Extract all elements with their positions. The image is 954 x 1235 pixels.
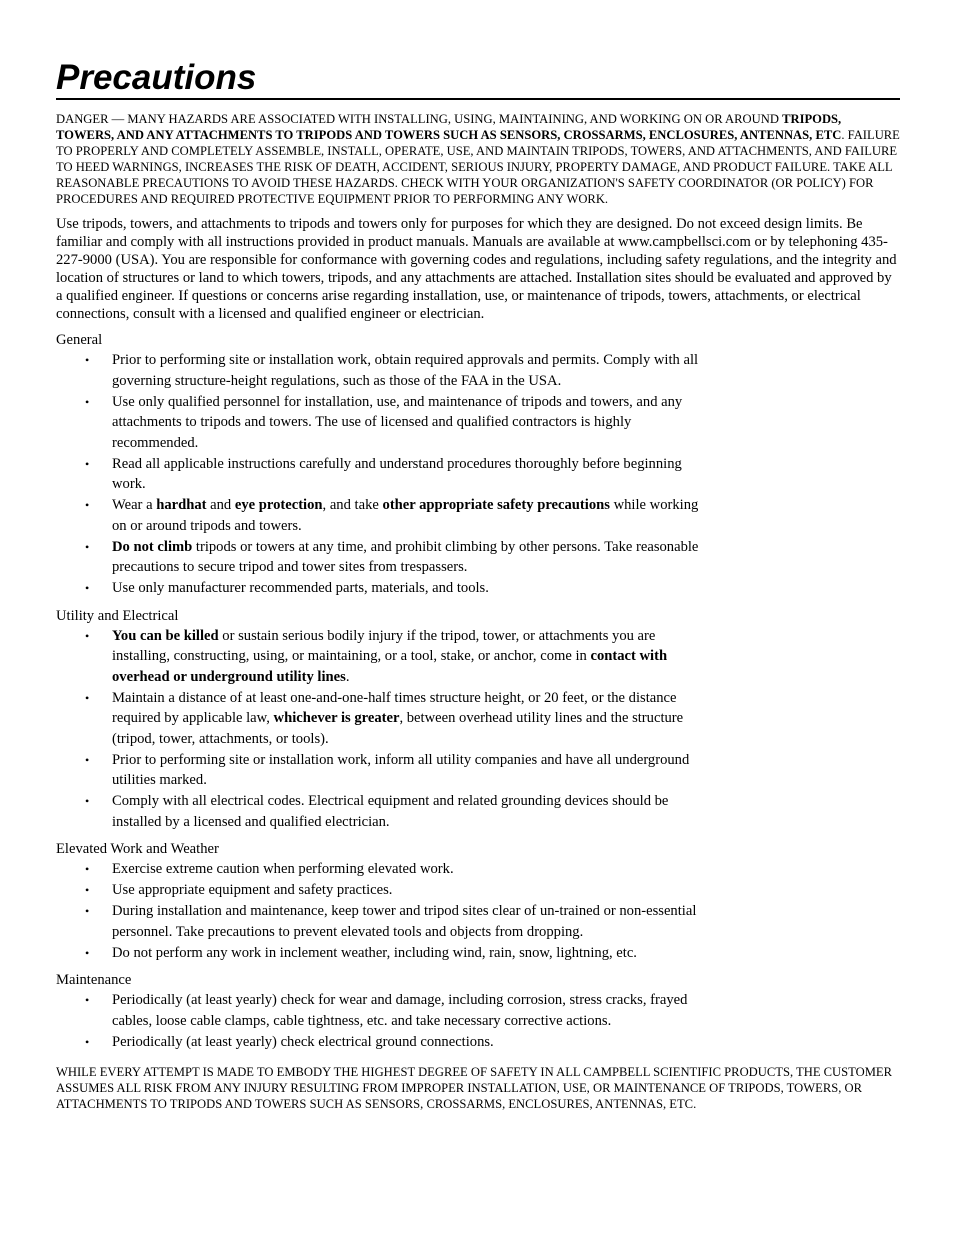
document-page <box>56 0 900 1112</box>
bullet-icon: • <box>85 752 90 767</box>
text-run: , between overhead utility lines and the structure (tripod, tower, attachments, or tools). <box>112 710 684 747</box>
bullet-list <box>56 350 900 599</box>
bullet-icon: • <box>85 353 90 367</box>
text-run: , and take <box>322 497 383 513</box>
text-run: During installation and maintenance, keep tower and tripod sites clear of un-trained or non-essential personnel. Take precautions to prevent elevated tools and objects from dropping. <box>112 903 697 940</box>
bold-text-run: TRIPODS, TOWERS, AND ANY ATTACHMENTS TO TRIPODS AND TOWERS SUCH AS SENSORS, CROSSARMS, ENCLOSURES, ANTENNAS, ETC <box>56 112 842 142</box>
bullet-icon: • <box>85 394 90 409</box>
bold-text-run: You can be killed <box>112 627 219 644</box>
text-run: Periodically (at least yearly) check electrical ground connections. <box>112 1033 494 1050</box>
text-run: and <box>206 497 235 513</box>
list-item <box>56 578 706 599</box>
bold-text-run: other appropriate safety precautions <box>382 497 610 513</box>
section-elevated-work-and-weather <box>56 840 900 963</box>
section-general <box>56 331 900 599</box>
list-item <box>56 880 706 901</box>
bullet-list <box>56 859 900 963</box>
text-run: Use only qualified personnel for installation, use, and maintenance of tripods and towers, and any attachments to tripods and towers. The use of licensed and qualified contractors is highly recommended. <box>112 393 683 451</box>
danger-paragraph <box>56 111 900 207</box>
bullet-icon: • <box>85 862 90 876</box>
text-run: Comply with all electrical codes. Electrical equipment and related grounding devices should be installed by a licensed and qualified electrician. <box>112 793 669 830</box>
bullet-icon: • <box>85 628 90 643</box>
list-item <box>56 688 706 750</box>
bullet-icon: • <box>85 581 90 595</box>
title-rule <box>56 98 900 100</box>
bullet-icon: • <box>85 904 90 918</box>
bullet-icon: • <box>85 456 90 471</box>
list-item <box>56 943 706 964</box>
bold-text-run: whichever is greater <box>273 710 400 726</box>
text-run: or sustain serious bodily injury if the tripod, tower, or attachments you are installing, constructing, using, or maintaining, or a tool, stake, or anchor, come in <box>112 627 656 664</box>
list-item <box>56 350 706 391</box>
section-maintenance <box>56 971 900 1052</box>
section-title: Maintenance <box>56 972 132 988</box>
list-item <box>56 454 706 495</box>
list-item <box>56 901 706 942</box>
bold-text-run: hardhat <box>156 497 207 513</box>
text-run: . <box>345 668 350 685</box>
text-run: while working on or around tripods and towers. <box>112 497 699 534</box>
list-item <box>56 495 706 536</box>
text-run: Prior to performing site or installation work, obtain required approvals and permits. Comply with all governing structure-height regulations, such as those of the FAA in the USA. <box>112 352 699 389</box>
text-run: Use appropriate equipment and safety practices. <box>112 882 393 898</box>
bullet-icon: • <box>85 794 90 808</box>
bullet-icon: • <box>85 498 90 512</box>
closing-paragraph: WHILE EVERY ATTEMPT IS MADE TO EMBODY THE HIGHEST DEGREE OF SAFETY IN ALL CAMPBELL SCIENTIFIC PRODUCTS, THE CUSTOMER ASSUMES ALL RISK FROM ANY INJURY RESULTING FROM IMPROPER INSTALLATION, USE, OR MAINTENANCE OF TRIPODS, TOWERS, OR ATTACHMENTS TO TRIPODS AND TOWERS SUCH AS SENSORS, CROSSARMS, ENCLOSURES, ANTENNAS, ETC. <box>56 1065 893 1111</box>
bullet-icon: • <box>85 690 90 705</box>
text-run: Do not perform any work in inclement weather, including wind, rain, snow, lightning, etc. <box>112 944 637 961</box>
list-item <box>56 1032 706 1053</box>
section-title: Utility and Electrical <box>56 607 179 624</box>
bullet-icon: • <box>85 883 90 897</box>
bold-text-run: eye protection <box>234 497 323 513</box>
list-item <box>56 392 706 454</box>
bold-text-run: contact with overhead or underground utility lines <box>112 648 668 685</box>
sections-container <box>56 331 900 1052</box>
text-run: Read all applicable instructions carefully and understand procedures thoroughly before beginning work. <box>112 455 682 492</box>
bullet-icon: • <box>85 1034 90 1049</box>
section-title: General <box>56 332 103 348</box>
list-item <box>56 537 706 578</box>
section-title: Elevated Work and Weather <box>56 841 219 857</box>
text-run: Use only manufacturer recommended parts, materials, and tools. <box>112 580 489 596</box>
text-run: Exercise extreme caution when performing elevated work. <box>112 861 454 877</box>
list-item <box>56 750 706 791</box>
text-run: DANGER — MANY HAZARDS ARE ASSOCIATED WITH INSTALLING, USING, MAINTAINING, AND WORKING ON OR AROUND <box>56 112 783 126</box>
page-title: Precautions <box>56 58 257 97</box>
list-item <box>56 626 706 688</box>
bold-text-run: Do not climb <box>112 538 193 555</box>
intro-paragraph: Use tripods, towers, and attachments to tripods and towers only for purposes for which they are designed. Do not exceed design limits. Be familiar and comply with all instructions provided in product manuals. Manuals are available at www.campbellsci.com or by telephoning 435-227-9000 (USA). You are responsible for conformance with governing codes and regulations, including safety regulations, and the integrity and location of structures or land to which towers, tripods, and any attachments are attached. Installation sites should be evaluated and approved by a qualified engineer. If questions or concerns arise regarding installation, use, or maintenance of tripods, towers, attachments, or electrical connections, consult with a licensed and qualified engineer or electrician. <box>56 216 897 322</box>
bullet-list <box>56 990 900 1052</box>
list-item <box>56 990 706 1031</box>
text-run: . FAILURE TO PROPERLY AND COMPLETELY ASSEMBLE, INSTALL, OPERATE, USE, AND MAINTAIN TRIPODS, TOWERS, AND ATTACHMENTS, AND FAILURE TO HEED WARNINGS, INCREASES THE RISK OF DEATH, ACCIDENT, SERIOUS INJURY, PROPERTY DAMAGE, AND PRODUCT FAILURE. TAKE ALL REASONABLE PRECAUTIONS TO AVOID THESE HAZARDS. CHECK WITH YOUR ORGANIZATION'S SAFETY COORDINATOR (OR POLICY) FOR PROCEDURES AND REQUIRED PROTECTIVE EQUIPMENT PRIOR TO PERFORMING ANY WORK. <box>56 128 900 206</box>
text-run: tripods or towers at any time, and prohibit climbing by other persons. Take reasonable precautions to secure tripod and tower sites from trespassers. <box>112 538 699 575</box>
section-utility-and-electrical <box>56 607 900 833</box>
bullet-list <box>56 626 900 833</box>
list-item <box>56 859 706 880</box>
text-run: Wear a <box>112 497 157 513</box>
list-item <box>56 791 706 832</box>
bullet-icon: • <box>85 539 90 554</box>
text-run: Periodically (at least yearly) check for wear and damage, including corrosion, stress cracks, frayed cables, loose cable clamps, cable tightness, etc. and take necessary corrective actions. <box>112 992 688 1029</box>
text-run: Maintain a distance of at least one-and-one-half times structure height, or 20 feet, or the distance required by applicable law, <box>112 689 677 726</box>
bullet-icon: • <box>85 993 90 1007</box>
text-run: Prior to performing site or installation work, inform all utility companies and have all underground utilities marked. <box>112 751 690 788</box>
bullet-icon: • <box>85 945 90 960</box>
